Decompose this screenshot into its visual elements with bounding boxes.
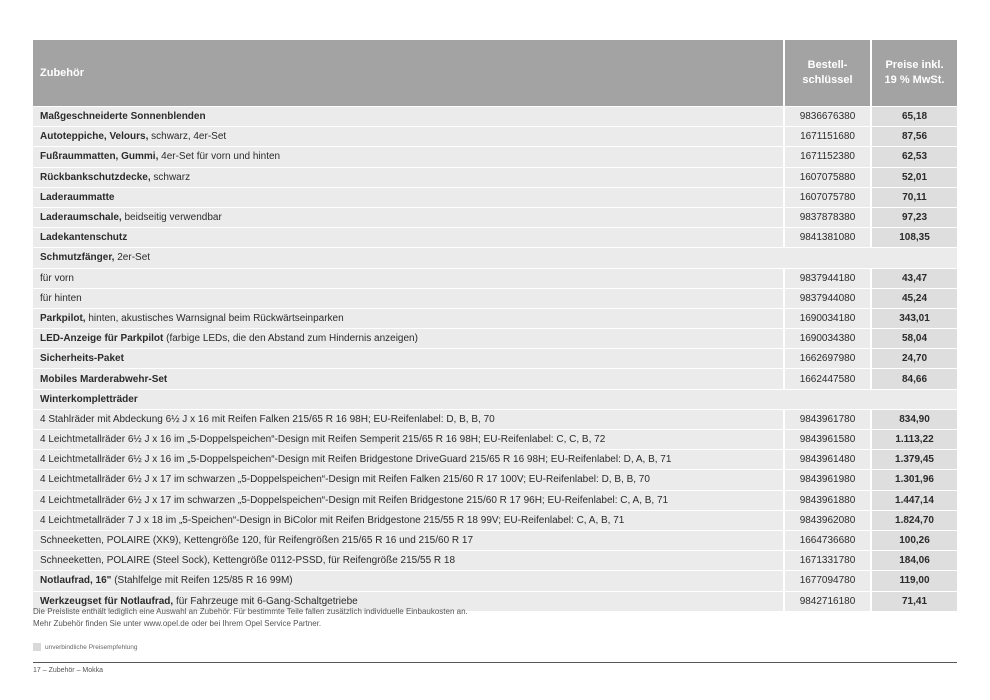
item-name: Laderaummatte xyxy=(40,191,115,203)
item-name: Fußraummatten, Gummi, xyxy=(40,151,159,163)
item-detail: beidseitig verwendbar xyxy=(121,212,222,224)
item-name: Sicherheits-Paket xyxy=(40,353,124,365)
order-code: 9837944080 xyxy=(783,288,870,308)
price: 24,70 xyxy=(870,348,957,368)
item-detail: 4 Leichtmetallräder 6½ J x 17 im schwarzen „5-Doppelspeichen“-Design mit Reifen Bridgestone 215/60 R 17 96H; EU-Reifenlabel: C, A, B, 71 xyxy=(40,494,669,506)
item-detail: (Stahlfelge mit Reifen 125/85 R 16 99M) xyxy=(111,575,293,587)
table-row xyxy=(33,126,957,146)
note-line-2: Mehr Zubehör finden Sie unter www.opel.de oder bei Ihrem Opel Service Partner. xyxy=(33,619,322,628)
table-row xyxy=(33,247,957,267)
table-row xyxy=(33,368,957,388)
price: 62,53 xyxy=(870,146,957,166)
price: 1.447,14 xyxy=(870,490,957,510)
table-row xyxy=(33,409,957,429)
item-description xyxy=(33,247,957,267)
legend xyxy=(33,643,138,651)
header-bestellschluessel-line2: schlüssel xyxy=(802,74,853,86)
legend-label: unverbindliche Preisempfehlung xyxy=(45,643,138,651)
order-code: 1671152380 xyxy=(783,146,870,166)
item-detail: für vorn xyxy=(40,272,74,284)
price: 45,24 xyxy=(870,288,957,308)
legend-swatch xyxy=(33,643,41,651)
price: 343,01 xyxy=(870,308,957,328)
item-detail: 4er-Set für vorn und hinten xyxy=(158,151,281,163)
order-code: 1677094780 xyxy=(783,570,870,590)
price: 1.379,45 xyxy=(870,449,957,469)
item-name: Rückbankschutzdecke, xyxy=(40,171,151,183)
table-row xyxy=(33,570,957,590)
order-code: 9843961580 xyxy=(783,429,870,449)
item-name: Maßgeschneiderte Sonnenblenden xyxy=(40,111,206,123)
footer-divider xyxy=(33,662,957,663)
table-row xyxy=(33,389,957,409)
item-description xyxy=(33,167,783,187)
item-description xyxy=(33,469,783,489)
price: 834,90 xyxy=(870,409,957,429)
table-row xyxy=(33,530,957,550)
table-row xyxy=(33,510,957,530)
item-description xyxy=(33,389,957,409)
price: 119,00 xyxy=(870,570,957,590)
item-name: LED-Anzeige für Parkpilot xyxy=(40,333,164,345)
price: 108,35 xyxy=(870,227,957,247)
item-detail: 4 Leichtmetallräder 6½ J x 16 im „5-Doppelspeichen“-Design mit Reifen Semperit 215/65 R 16 98H; EU-Reifenlabel: C, C, B, 72 xyxy=(40,434,606,446)
price: 71,41 xyxy=(870,591,957,611)
order-code: 1690034180 xyxy=(783,308,870,328)
item-detail: (farbige LEDs, die den Abstand zum Hindernis anzeigen) xyxy=(163,333,418,345)
price: 184,06 xyxy=(870,550,957,570)
header-bestellschluessel xyxy=(783,40,870,106)
price: 1.824,70 xyxy=(870,510,957,530)
item-name: Laderaumschale, xyxy=(40,212,122,224)
item-description xyxy=(33,308,783,328)
item-detail: schwarz xyxy=(150,171,191,183)
order-code: 1607075780 xyxy=(783,187,870,207)
table-row xyxy=(33,288,957,308)
item-description xyxy=(33,530,783,550)
price: 43,47 xyxy=(870,268,957,288)
price: 65,18 xyxy=(870,106,957,126)
item-description xyxy=(33,368,783,388)
item-description xyxy=(33,146,783,166)
order-code: 9836676380 xyxy=(783,106,870,126)
order-code: 9837878380 xyxy=(783,207,870,227)
item-description xyxy=(33,207,783,227)
price: 100,26 xyxy=(870,530,957,550)
item-name: Autoteppiche, Velours, xyxy=(40,131,149,143)
item-detail: 2er-Set xyxy=(114,252,151,264)
order-code: 1662697980 xyxy=(783,348,870,368)
order-code: 1690034380 xyxy=(783,328,870,348)
item-description xyxy=(33,126,783,146)
item-description xyxy=(33,328,783,348)
item-detail: hinten, akustisches Warnsignal beim Rückwärtseinparken xyxy=(85,312,344,324)
item-detail: Schneeketten, POLAIRE (XK9), Kettengröße 120, für Reifengrößen 215/65 R 16 und 215/60 R 17 xyxy=(40,535,474,547)
item-name: Notlaufrad, 16" xyxy=(40,575,112,587)
table-row xyxy=(33,550,957,570)
order-code: 1671331780 xyxy=(783,550,870,570)
item-name: Mobiles Marderabwehr-Set xyxy=(40,373,168,385)
price: 1.113,22 xyxy=(870,429,957,449)
table-row xyxy=(33,490,957,510)
table-row xyxy=(33,187,957,207)
table-row xyxy=(33,308,957,328)
price: 1.301,96 xyxy=(870,469,957,489)
item-description xyxy=(33,288,783,308)
table-row xyxy=(33,227,957,247)
order-code: 1662447580 xyxy=(783,368,870,388)
header-bestellschluessel-line1: Bestell- xyxy=(807,59,848,71)
item-detail: Schneeketten, POLAIRE (Steel Sock), Kettengröße 0112-PSSD, für Reifengröße 215/55 R 18 xyxy=(40,555,456,567)
item-detail: 4 Leichtmetallräder 6½ J x 17 im schwarzen „5-Doppelspeichen“-Design mit Reifen Falken 215/60 R 17 100V; EU-Reifenlabel: D, B, B, 70 xyxy=(40,474,650,486)
item-detail: schwarz, 4er-Set xyxy=(148,131,227,143)
notes xyxy=(33,606,468,630)
price: 58,04 xyxy=(870,328,957,348)
order-code: 9841381080 xyxy=(783,227,870,247)
table-row xyxy=(33,469,957,489)
note-line-1: Die Preisliste enthält lediglich eine Auswahl an Zubehör. Für bestimmte Teile fallen zusätzlich individuelle Einbaukosten an. xyxy=(33,607,468,616)
order-code: 9843962080 xyxy=(783,510,870,530)
table-row xyxy=(33,328,957,348)
item-name: Schmutzfänger, xyxy=(40,252,115,264)
order-code: 1607075880 xyxy=(783,167,870,187)
table-row xyxy=(33,348,957,368)
item-detail: 4 Leichtmetallräder 6½ J x 16 im „5-Doppelspeichen“-Design mit Reifen Bridgestone DriveGuard 215/65 R 16 98H; EU-Reifenlabel: D, A, B, 71 xyxy=(40,454,672,466)
item-description xyxy=(33,550,783,570)
item-description xyxy=(33,187,783,207)
order-code: 9843961480 xyxy=(783,449,870,469)
item-name: Werkzeugset für Notlaufrad, xyxy=(40,595,174,607)
order-code: 9843961780 xyxy=(783,409,870,429)
item-name: Parkpilot, xyxy=(40,312,86,324)
table-header xyxy=(33,40,957,106)
item-description xyxy=(33,227,783,247)
price: 97,23 xyxy=(870,207,957,227)
price: 70,11 xyxy=(870,187,957,207)
table-row xyxy=(33,449,957,469)
table-row xyxy=(33,167,957,187)
order-code: 1671151680 xyxy=(783,126,870,146)
table-row xyxy=(33,268,957,288)
order-code: 9843961980 xyxy=(783,469,870,489)
item-description xyxy=(33,348,783,368)
table-row xyxy=(33,429,957,449)
table-row xyxy=(33,146,957,166)
header-preise-line2: 19 % MwSt. xyxy=(884,74,945,86)
price: 52,01 xyxy=(870,167,957,187)
item-detail: 4 Stahlräder mit Abdeckung 6½ J x 16 mit Reifen Falken 215/65 R 16 98H; EU-Reifenlabel: D, B, B, 70 xyxy=(40,413,495,425)
item-detail: 4 Leichtmetallräder 7 J x 18 im „5-Speichen“-Design in BiColor mit Reifen Bridgestone 215/55 R 18 99V; EU-Reifenlabel: C, A, B, 71 xyxy=(40,514,625,526)
table-row xyxy=(33,207,957,227)
item-description xyxy=(33,429,783,449)
item-name: Winterkompletträder xyxy=(40,393,138,405)
item-description xyxy=(33,409,783,429)
page-footer: 17 – Zubehör – Mokka xyxy=(33,667,104,674)
order-code: 9837944180 xyxy=(783,268,870,288)
price: 84,66 xyxy=(870,368,957,388)
accessories-table xyxy=(33,40,957,611)
header-preise xyxy=(870,40,957,106)
item-description xyxy=(33,510,783,530)
item-description xyxy=(33,570,783,590)
header-preise-line1: Preise inkl. xyxy=(885,59,944,71)
item-description xyxy=(33,268,783,288)
item-description xyxy=(33,490,783,510)
header-zubehoer: Zubehör xyxy=(33,40,783,106)
item-detail: für hinten xyxy=(40,292,82,304)
order-code: 1664736680 xyxy=(783,530,870,550)
price: 87,56 xyxy=(870,126,957,146)
item-description xyxy=(33,449,783,469)
item-detail: für Fahrzeuge mit 6-Gang-Schaltgetriebe xyxy=(173,595,358,607)
order-code: 9843961880 xyxy=(783,490,870,510)
item-name: Ladekantenschutz xyxy=(40,232,128,244)
order-code: 9842716180 xyxy=(783,591,870,611)
table-row xyxy=(33,106,957,126)
item-description xyxy=(33,106,783,126)
